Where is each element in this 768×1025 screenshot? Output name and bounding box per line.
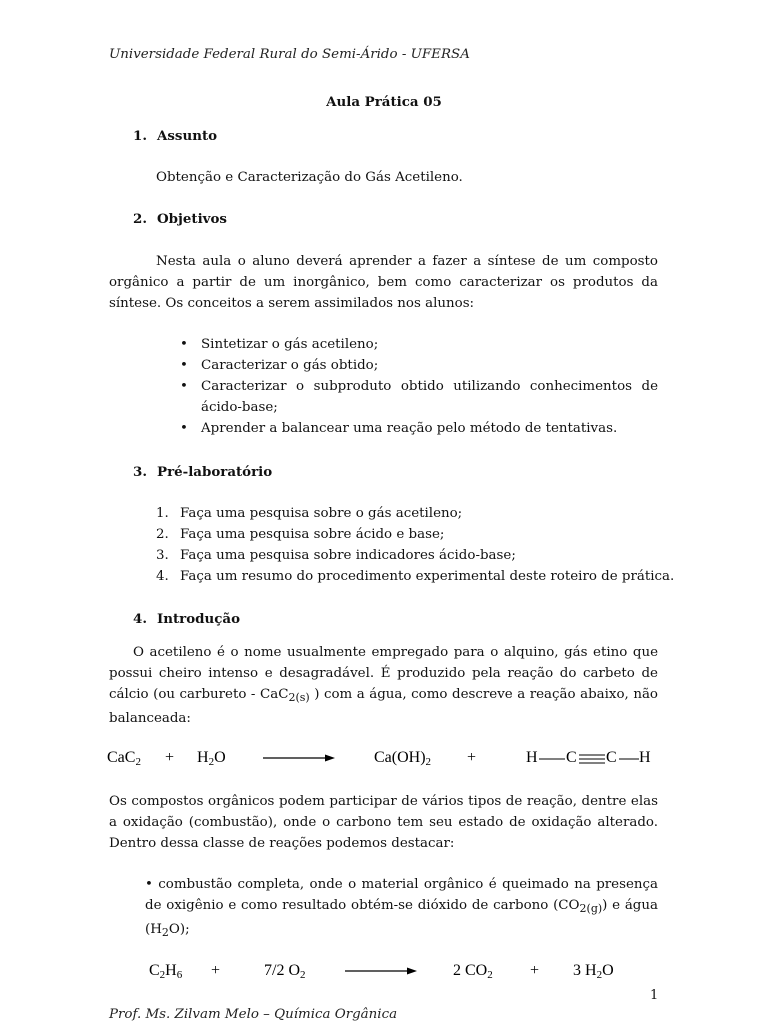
combustion-bullet bbox=[145, 874, 658, 943]
item-text: Faça um resumo do procedimento experimental deste roteiro de prática. bbox=[180, 569, 675, 584]
bullet-text: O); bbox=[168, 922, 190, 937]
item-text: Faça uma pesquisa sobre o gás acetileno; bbox=[180, 506, 463, 521]
list-item bbox=[156, 524, 676, 545]
section-objetivos-heading bbox=[133, 209, 227, 230]
atom-c: C bbox=[566, 749, 577, 766]
item-number: 2. bbox=[156, 527, 169, 542]
section-title: Pré-laboratório bbox=[157, 464, 273, 480]
intro-text: ) com a água, como descreve a reação abaixo, não balanceada: bbox=[109, 687, 658, 726]
list-item bbox=[156, 503, 676, 524]
item-number: 3. bbox=[156, 548, 169, 563]
assunto-text: Obtenção e Caracterização do Gás Acetileno. bbox=[156, 170, 463, 185]
list-item: • Sintetizar o gás acetileno; bbox=[180, 334, 658, 355]
reaction-arrow-icon bbox=[345, 966, 417, 976]
triple-bond-icon bbox=[579, 754, 605, 764]
eq2-reactant-1: $C_2H_6$ bbox=[149, 962, 183, 981]
section-title: Assunto bbox=[157, 128, 218, 144]
list-item bbox=[156, 545, 676, 566]
atom-c: C bbox=[606, 749, 617, 766]
intro-paragraph-1 bbox=[109, 642, 658, 729]
section-number: 2. bbox=[133, 211, 147, 227]
subscript: 2(g) bbox=[579, 902, 603, 915]
atom-h: H bbox=[639, 749, 651, 766]
item-text: Faça uma pesquisa sobre ácido e base; bbox=[180, 527, 445, 542]
subscript: 2(s) bbox=[288, 691, 310, 704]
item-number: 4. bbox=[156, 569, 169, 584]
bullet-text: ) e água (H bbox=[145, 898, 658, 937]
subscript: 2 bbox=[161, 926, 169, 939]
eq1-plus: + bbox=[467, 749, 477, 766]
eq2-product-2: 3 $H_2O$ bbox=[573, 962, 614, 981]
prelab-list bbox=[156, 503, 676, 587]
eq2-product-1: 2 $CO_2$ bbox=[453, 962, 493, 981]
section-number: 4. bbox=[133, 611, 147, 627]
list-item: • Caracterizar o subproduto obtido utilizando conhecimentos de ácido-base; bbox=[180, 376, 658, 418]
acetylene-structure bbox=[526, 746, 656, 770]
section-prelab-heading bbox=[133, 462, 272, 483]
page-header: Universidade Federal Rural do Semi-Árido - UFERSA bbox=[109, 47, 470, 62]
objectives-list bbox=[180, 334, 658, 439]
eq1-reactant-2: $H_2O$ bbox=[197, 749, 226, 768]
eq2-plus: + bbox=[211, 962, 221, 979]
eq2-reactant-2: 7/2 $O_2$ bbox=[264, 962, 306, 981]
list-item: • Caracterizar o gás obtido; bbox=[180, 355, 658, 376]
section-assunto-heading bbox=[133, 126, 217, 147]
objetivos-paragraph: Nesta aula o aluno deverá aprender a fazer a síntese de um composto orgânico a partir de um inorgânico, bem como caracterizar os produtos da síntese. Os conceitos a serem assimilados nos alunos: bbox=[109, 254, 658, 311]
section-title: Introdução bbox=[157, 611, 241, 627]
atom-h: H bbox=[526, 749, 538, 766]
eq1-product-1: $Ca(OH)_2$ bbox=[374, 749, 432, 768]
intro-text: O acetileno é o nome usualmente empregado para o alquino, gás etino que possui cheiro intenso e desagradável. É produzido pela reação do carbeto de cálcio (ou carbureto - CaC bbox=[109, 645, 658, 702]
bullet-text: • combustão completa, onde o material orgânico é queimado na presença de oxigênio e como resultado obtém-se dióxido de carbono (CO bbox=[145, 877, 658, 913]
section-number: 3. bbox=[133, 464, 147, 480]
reaction-arrow-icon bbox=[263, 753, 335, 763]
eq1-reactant-1: CaC$_2$ bbox=[107, 749, 141, 768]
list-item bbox=[156, 566, 676, 587]
page-number: 1 bbox=[650, 988, 659, 1003]
page-title: Aula Prática 05 bbox=[326, 94, 442, 110]
section-introducao-heading bbox=[133, 609, 240, 630]
item-number: 1. bbox=[156, 506, 169, 521]
single-bond-icon bbox=[619, 758, 639, 760]
list-item: • Aprender a balancear uma reação pelo método de tentativas. bbox=[180, 418, 658, 439]
section-number: 1. bbox=[133, 128, 147, 144]
single-bond-icon bbox=[539, 758, 565, 760]
page-footer: Prof. Ms. Zilvam Melo – Química Orgânica bbox=[109, 1007, 398, 1022]
item-text: Faça uma pesquisa sobre indicadores ácido-base; bbox=[180, 548, 516, 563]
section-title: Objetivos bbox=[157, 211, 227, 227]
intro-paragraph-2: Os compostos orgânicos podem participar de vários tipos de reação, dentre elas a oxidação (combustão), onde o carbono tem seu estado de oxidação alterado. Dentro dessa classe de reações podemos destacar: bbox=[109, 794, 658, 851]
eq1-plus: + bbox=[165, 749, 175, 766]
eq2-plus: + bbox=[530, 962, 540, 979]
